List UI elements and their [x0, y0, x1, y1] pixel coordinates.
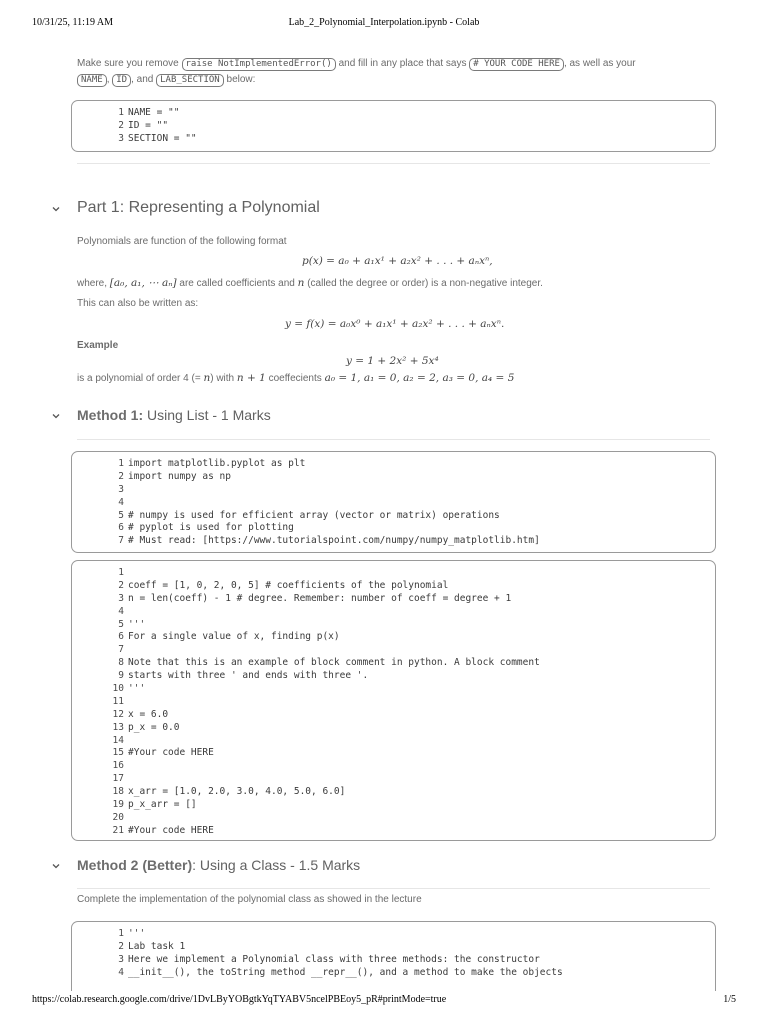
intro-text-2: and fill in any place that says	[335, 58, 470, 69]
heading-bold: Method 1:	[77, 407, 144, 423]
text: are called coefficients and	[176, 278, 298, 289]
code-line[interactable]	[72, 484, 715, 497]
code-text[interactable]: n = len(coeff) - 1 # degree. Remember: number of coeff = degree + 1	[128, 592, 512, 604]
math-values: a₀ = 1, a₁ = 0, a₂ = 2, a₃ = 0, a₄ = 5	[324, 372, 515, 384]
code-line[interactable]	[72, 510, 715, 523]
paragraph-example	[77, 370, 717, 387]
code-line[interactable]	[72, 107, 715, 120]
intro-text-5: , and	[131, 74, 157, 85]
code-text[interactable]: '''	[128, 928, 146, 939]
code-line[interactable]	[72, 709, 715, 722]
line-number: 1	[118, 928, 124, 939]
line-number: 5	[118, 618, 124, 630]
code-line[interactable]	[72, 644, 715, 657]
code-line[interactable]	[72, 773, 715, 786]
code-line[interactable]	[72, 471, 715, 484]
code-line[interactable]	[72, 522, 715, 535]
code-text[interactable]: SECTION = ""	[128, 132, 197, 144]
text: (called the degree or order) is a non-negative integer.	[304, 278, 543, 289]
code-line[interactable]	[72, 670, 715, 683]
line-number: 11	[112, 695, 124, 707]
code-line[interactable]	[72, 799, 715, 812]
equation-1: p(x) = a₀ + a₁x¹ + a₂x² + . . . + aₙxⁿ,	[302, 255, 493, 267]
code-text[interactable]: # pyplot is used for plotting	[128, 522, 294, 534]
heading-bold: Method 2 (Better)	[77, 857, 193, 873]
code-line[interactable]	[72, 133, 715, 146]
line-number: 19	[112, 799, 124, 811]
code-text[interactable]: #Your code HERE	[128, 747, 214, 759]
line-number: 15	[112, 747, 124, 759]
line-number: 17	[112, 773, 124, 785]
divider	[77, 439, 710, 440]
print-url: https://colab.research.google.com/drive/1DvLByYOBgtkYqTYABV5ncelPBEoy5_pR#printMode=true	[32, 994, 447, 1005]
text: is a polynomial of order 4 (=	[77, 373, 204, 384]
line-number: 4	[118, 966, 124, 978]
line-number: 14	[112, 734, 124, 746]
code-text[interactable]: x_arr = [1.0, 2.0, 3.0, 4.0, 5.0, 6.0]	[128, 786, 346, 798]
intro-text-1: Make sure you remove	[77, 58, 182, 69]
print-datetime: 10/31/25, 11:19 AM	[32, 17, 114, 28]
line-number: 6	[118, 522, 124, 534]
line-number: 2	[118, 579, 124, 591]
code-text[interactable]: # numpy is used for efficient array (vector or matrix) operations	[128, 509, 500, 521]
equation-3: y = 1 + 2x² + 5x⁴	[346, 355, 439, 367]
paragraph: This can also be written as:	[77, 298, 199, 309]
intro-text	[77, 56, 717, 88]
code-editor[interactable]	[72, 458, 715, 548]
line-number: 10	[112, 683, 124, 695]
section-heading-part1: Part 1: Representing a Polynomial	[77, 199, 320, 216]
collapse-chevron-icon[interactable]	[50, 860, 62, 872]
code-line[interactable]	[72, 535, 715, 548]
code-cell-student-info[interactable]	[71, 100, 716, 152]
line-number: 5	[118, 509, 124, 521]
code-line[interactable]	[72, 657, 715, 670]
chip-name: NAME	[77, 74, 107, 87]
code-line[interactable]	[72, 580, 715, 593]
line-number: 2	[118, 119, 124, 131]
collapse-chevron-icon[interactable]	[50, 203, 62, 215]
line-number: 12	[112, 708, 124, 720]
chip-lab-section: LAB_SECTION	[156, 74, 224, 87]
code-cell-list-method[interactable]	[71, 560, 716, 841]
code-line[interactable]	[72, 954, 715, 967]
heading-rest: Using List - 1 Marks	[143, 407, 271, 423]
chip-your-code-here: # YOUR CODE HERE	[469, 58, 564, 71]
print-page-number: 1/5	[723, 994, 736, 1005]
line-number: 2	[118, 940, 124, 952]
code-editor[interactable]	[72, 107, 715, 146]
code-line[interactable]	[72, 722, 715, 735]
code-text[interactable]: p_x = 0.0	[128, 721, 180, 733]
line-number: 3	[118, 132, 124, 144]
code-line[interactable]	[72, 735, 715, 748]
line-number: 1	[118, 458, 124, 469]
math-coeffs: [a₀, a₁, ⋯ aₙ]	[109, 277, 177, 289]
code-line[interactable]	[72, 683, 715, 696]
code-text[interactable]: #Your code HERE	[128, 824, 214, 836]
intro-text-6: below:	[223, 74, 256, 85]
line-number: 7	[118, 644, 124, 656]
paragraph: Polynomials are function of the following format	[77, 236, 287, 247]
line-number: 18	[112, 786, 124, 798]
code-text[interactable]: coeff = [1, 0, 2, 0, 5] # coefficients of the polynomial	[128, 579, 449, 591]
line-number: 13	[112, 721, 124, 733]
section-heading-method2	[77, 855, 360, 875]
line-number: 21	[112, 824, 124, 836]
code-line[interactable]	[72, 120, 715, 133]
code-text[interactable]: import matplotlib.pyplot as plt	[128, 458, 306, 469]
code-text[interactable]: # Must read: [https://www.tutorialspoint.com/numpy/numpy_matplotlib.htm]	[128, 535, 540, 547]
code-editor[interactable]	[72, 928, 715, 980]
code-text[interactable]: ID = ""	[128, 119, 169, 131]
code-line[interactable]	[72, 606, 715, 619]
code-text[interactable]: Note that this is an example of block comment in python. A block comment	[128, 657, 540, 669]
text: where,	[77, 278, 110, 289]
line-number: 6	[118, 631, 124, 643]
divider	[77, 888, 710, 889]
chip-id: ID	[112, 74, 131, 87]
code-line[interactable]	[72, 747, 715, 760]
equation-2: y = f(x) = a₀x⁰ + a₁x¹ + a₂x² + . . . + aₙxⁿ.	[285, 318, 505, 330]
line-number: 8	[118, 657, 124, 669]
intro-text-4: ,	[106, 74, 113, 85]
line-number: 20	[112, 811, 124, 823]
math-n: n	[203, 372, 211, 384]
line-number: 3	[118, 953, 124, 965]
code-text[interactable]: Here we implement a Polynomial class with three methods: the constructor	[128, 953, 540, 965]
code-cell-imports[interactable]	[71, 451, 716, 553]
code-text[interactable]: p_x_arr = []	[128, 799, 197, 811]
paragraph: Complete the implementation of the polynomial class as showed in the lecture	[77, 894, 422, 905]
divider	[77, 163, 710, 164]
chip-raise: raise NotImplementedError()	[182, 58, 336, 71]
math-n: n	[297, 277, 305, 289]
code-text[interactable]: __init__(), the toString method __repr__(), and a method to make the objects	[128, 966, 563, 978]
print-title: Lab_2_Polynomial_Interpolation.ipynb - Colab	[288, 17, 480, 28]
code-text[interactable]: For a single value of x, finding p(x)	[128, 631, 340, 643]
code-line[interactable]	[72, 967, 715, 980]
code-text[interactable]: import numpy as np	[128, 470, 231, 482]
heading-rest: : Using a Class - 1.5 Marks	[192, 857, 361, 873]
line-number: 1	[118, 107, 124, 118]
math-n-plus-1: n + 1	[236, 372, 266, 384]
line-number: 7	[118, 535, 124, 547]
paragraph-coefficients	[77, 275, 717, 292]
code-line[interactable]	[72, 696, 715, 709]
code-line[interactable]	[72, 567, 715, 580]
code-text[interactable]: '''	[128, 683, 146, 695]
code-line[interactable]	[72, 458, 715, 471]
code-editor[interactable]	[72, 567, 715, 838]
line-number: 9	[118, 670, 124, 682]
line-number: 2	[118, 470, 124, 482]
code-line[interactable]	[72, 497, 715, 510]
code-text[interactable]: x = 6.0	[128, 708, 169, 720]
code-line[interactable]	[72, 593, 715, 606]
code-line[interactable]	[72, 786, 715, 799]
code-line[interactable]	[72, 760, 715, 773]
line-number: 1	[118, 567, 124, 578]
intro-text-3: , as well as your	[563, 58, 636, 69]
code-line[interactable]	[72, 812, 715, 825]
line-number: 4	[118, 496, 124, 508]
line-number: 3	[118, 483, 124, 495]
text: coeffecients	[265, 373, 325, 384]
code-line[interactable]	[72, 619, 715, 632]
code-text[interactable]: NAME = ""	[128, 107, 180, 118]
line-number: 16	[112, 760, 124, 772]
section-heading-method1	[77, 405, 271, 425]
collapse-chevron-icon[interactable]	[50, 410, 62, 422]
code-line[interactable]	[72, 928, 715, 941]
code-text[interactable]: Lab task 1	[128, 940, 186, 952]
code-text[interactable]: starts with three ' and ends with three '.	[128, 670, 369, 682]
text: ) with	[210, 373, 237, 384]
line-number: 4	[118, 605, 124, 617]
code-cell-polynomial-class[interactable]	[71, 921, 716, 991]
code-line[interactable]	[72, 825, 715, 838]
example-label: Example	[77, 340, 119, 351]
code-text[interactable]: '''	[128, 618, 146, 630]
line-number: 3	[118, 592, 124, 604]
code-line[interactable]	[72, 631, 715, 644]
code-line[interactable]	[72, 941, 715, 954]
